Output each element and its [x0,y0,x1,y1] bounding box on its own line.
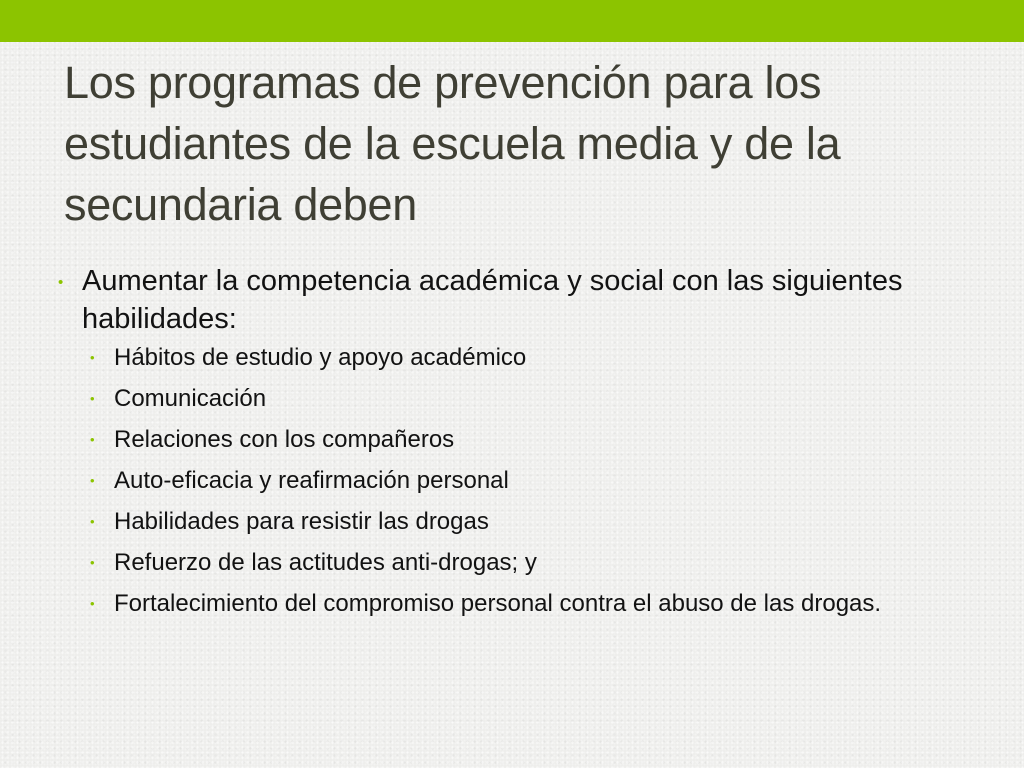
bullet-dot-icon: • [90,514,95,529]
sub-bullet-item [82,587,958,621]
sub-bullet-text: Fortalecimiento del compromiso personal contra el abuso de las drogas. [114,590,882,617]
bullet-dot-icon: • [90,432,95,447]
sub-bullet-item [82,423,958,457]
sub-bullet-text: Habilidades para resistir las drogas [114,508,489,535]
sub-bullet-item [82,546,958,580]
sub-bullet-text: Auto-eficacia y reafirmación personal [114,467,509,494]
bullet-dot-icon: • [90,350,95,365]
bullet-dot-icon: • [90,391,95,406]
sub-bullet-text: Refuerzo de las actitudes anti-drogas; y [114,549,537,576]
sub-bullet-list [82,341,958,621]
slide-title: Los programas de prevención para los estudiantes de la escuela media y de la secundaria deben [64,57,841,230]
top-accent-bar [0,0,1024,42]
bullet-dot-icon: • [90,555,95,570]
bullet-item [58,262,958,621]
sub-bullet-item [82,382,958,416]
sub-bullet-text: Comunicación [114,385,267,412]
sub-bullet-text: Relaciones con los compañeros [114,426,455,453]
bullet-text: Aumentar la competencia académica y social con las siguientes habilidades: [82,265,903,335]
bullet-dot-icon: • [58,274,64,291]
bullet-dot-icon: • [90,596,95,611]
slide-content [58,262,958,628]
bullet-list [58,262,958,621]
sub-bullet-item [82,464,958,498]
sub-bullet-item [82,341,958,375]
sub-bullet-item [82,505,958,539]
bullet-dot-icon: • [90,473,95,488]
sub-bullet-text: Hábitos de estudio y apoyo académico [114,344,527,371]
